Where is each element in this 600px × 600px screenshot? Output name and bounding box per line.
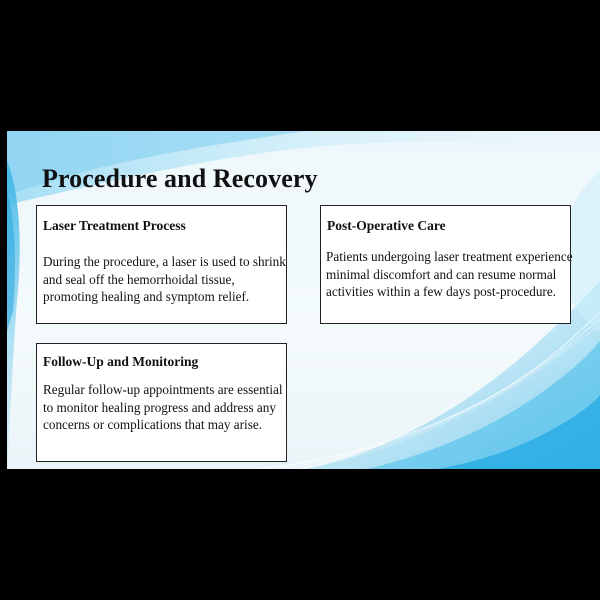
card-laser-treatment-process bbox=[36, 205, 287, 324]
card-heading: Laser Treatment Process bbox=[43, 218, 186, 233]
card-heading: Follow-Up and Monitoring bbox=[43, 354, 199, 369]
card-body: Patients undergoing laser treatment experience minimal discomfort and can resume normal activities within a few days post-procedure. bbox=[326, 249, 573, 299]
presentation-slide bbox=[7, 131, 600, 469]
card-body: During the procedure, a laser is used to shrink and seal off the hemorrhoidal tissue, promoting healing and symptom relief. bbox=[43, 254, 286, 304]
card-follow-up-and-monitoring bbox=[36, 343, 287, 462]
slide-title: Procedure and Recovery bbox=[42, 164, 318, 193]
card-heading: Post-Operative Care bbox=[327, 218, 446, 233]
card-post-operative-care bbox=[320, 205, 571, 324]
card-body: Regular follow-up appointments are essential to monitor healing progress and address any concerns or complications that may arise. bbox=[43, 382, 283, 432]
